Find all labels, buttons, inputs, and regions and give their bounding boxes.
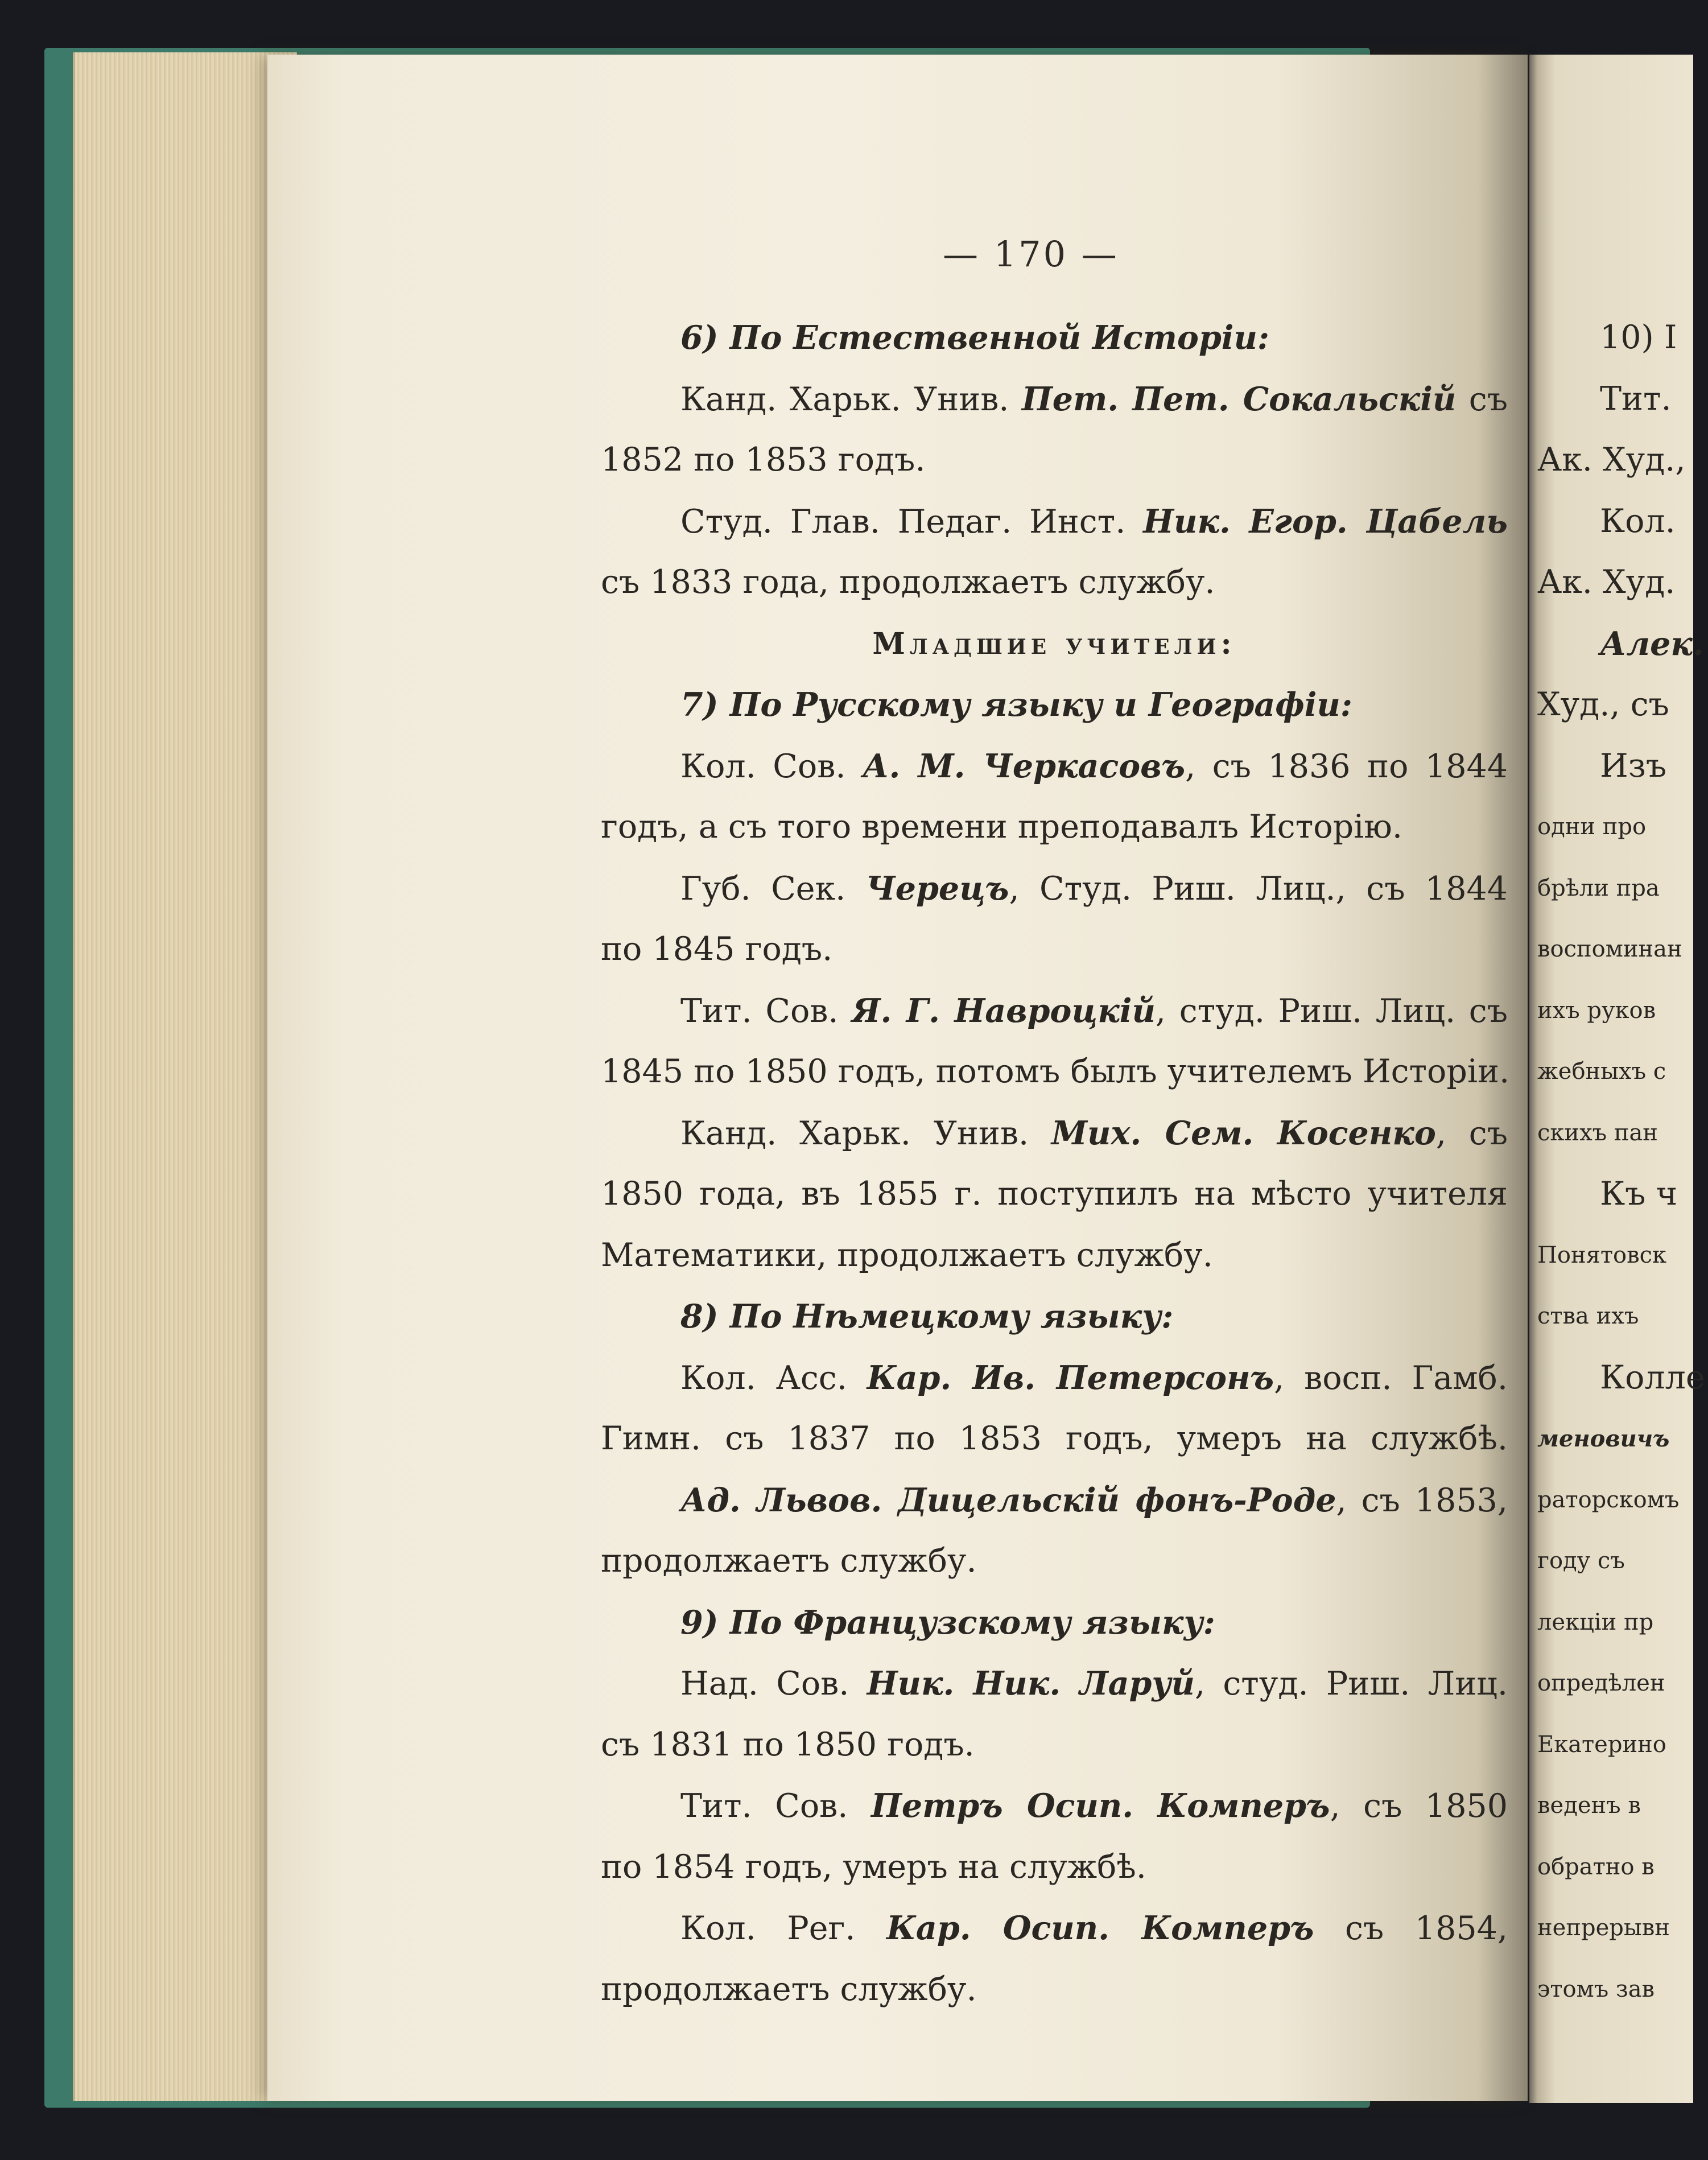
text-segment: 1845 по 1850 годъ, потомъ былъ учителемъ Исторіи. (601, 1053, 1510, 1090)
text-segment: Гимн. съ 1837 по 1853 годъ, умеръ на службѣ. (601, 1420, 1508, 1457)
right-page-line: году съ (1537, 1548, 1625, 1574)
right-page-line: Худ., съ (1537, 686, 1669, 723)
right-page-line: обратно в (1537, 1853, 1655, 1880)
text-segment: , студ. Риш. Лиц. съ (1155, 992, 1508, 1030)
text-segment: , съ 1836 по 1844 (1185, 747, 1508, 785)
right-page-line: опредѣлен (1537, 1670, 1665, 1696)
text-segment: продолжаетъ службу. (601, 1970, 977, 2008)
right-page-line: меновичъ (1537, 1425, 1670, 1452)
text-segment: 1850 года, въ 1855 г. поступилъ на мѣсто учителя (601, 1175, 1508, 1213)
right-page-line: лекціи пр (1537, 1609, 1654, 1635)
right-page-line: раторскомъ (1537, 1486, 1680, 1513)
text-segment: съ 1854, (1314, 1910, 1508, 1947)
page-number: — 170 — (943, 233, 1119, 275)
right-page-line: Екатерино (1537, 1731, 1666, 1758)
text-segment: Канд. Харьк. Унив. (680, 1114, 1051, 1152)
right-page-line: Кол. (1600, 502, 1676, 540)
text-line (601, 1286, 1508, 1347)
text-line (601, 613, 1508, 675)
text-segment: Тит. Сов. (680, 992, 852, 1030)
text-segment: , восп. Гамб. (1274, 1359, 1508, 1397)
text-line (601, 307, 1508, 369)
right-page-line: ства ихъ (1537, 1303, 1639, 1329)
text-line (601, 1531, 1508, 1592)
right-page-line: непрерывн (1537, 1915, 1670, 1941)
text-line (601, 797, 1508, 858)
text-line (601, 1653, 1508, 1714)
text-line (601, 1041, 1508, 1103)
italic-name: Ник. Ник. Ларуй (867, 1664, 1195, 1703)
text-line (601, 1959, 1508, 2021)
italic-name: Мих. Сем. Косенко (1051, 1114, 1436, 1152)
right-page-line: этомъ зав (1537, 1976, 1655, 2002)
right-page-line: Ак. Худ. (1537, 563, 1676, 601)
text-line (601, 1225, 1508, 1287)
text-segment: Над. Сов. (680, 1665, 867, 1703)
text-line (601, 1837, 1508, 1898)
right-page-line: Тит. (1600, 380, 1672, 418)
text-line (601, 736, 1508, 797)
right-page-line: Колле (1600, 1358, 1705, 1396)
right-page-line: воспоминан (1537, 936, 1682, 962)
text-segment: Кол. Рег. (680, 1910, 887, 1947)
right-page-line: ихъ руков (1537, 997, 1656, 1024)
text-line (601, 674, 1508, 736)
text-segment: годъ, а съ того времени преподавалъ Исторію. (601, 808, 1403, 846)
right-page-line: Алек. (1600, 624, 1704, 663)
text-line (601, 1714, 1508, 1776)
text-segment: по 1854 годъ, умеръ на службѣ. (601, 1848, 1146, 1886)
right-page-line: жебныхъ с (1537, 1058, 1666, 1085)
text-segment: Математики, продолжаетъ службу. (601, 1236, 1213, 1274)
text-segment: 1852 по 1853 годъ. (601, 441, 926, 479)
text-line (601, 430, 1508, 491)
text-segment: , съ 1850 (1330, 1787, 1508, 1825)
italic-name: Кар. Осип. Комперъ (886, 1909, 1314, 1947)
text-line (601, 1408, 1508, 1470)
text-segment: , съ 1853, (1336, 1481, 1508, 1519)
italic-name: Ад. Львов. Дицельскій фонъ-Роде (680, 1481, 1336, 1519)
italic-name: Пет. Пет. Сокальскій (1021, 380, 1457, 418)
text-line (601, 1164, 1508, 1225)
text-segment: съ (1456, 380, 1508, 418)
italic-name: 8) По Нѣмецкому языку: (680, 1297, 1174, 1335)
text-line (601, 919, 1508, 980)
text-line (601, 552, 1508, 613)
right-page-line: Къ ч (1600, 1175, 1678, 1213)
text-segment: съ 1833 года, продолжаетъ службу. (601, 563, 1215, 601)
right-page-line: веденъ в (1537, 1792, 1641, 1819)
italic-name: 6) По Естественной Исторіи: (680, 319, 1269, 357)
right-page-line: Понятовск (1537, 1242, 1666, 1268)
text-segment: Студ. Глав. Педаг. Инст. (680, 502, 1144, 541)
text-segment: Младшие учители: (872, 626, 1236, 661)
italic-name: Черецъ (865, 869, 1009, 908)
right-page-text (1537, 307, 1708, 2020)
italic-name: А. М. Черкасовъ (863, 747, 1186, 785)
right-page-line: брѣли пра (1537, 875, 1660, 901)
text-segment: Канд. Харьк. Унив. (680, 380, 1022, 418)
italic-name: 7) По Русскому языку и Географіи: (680, 686, 1352, 724)
right-page-line: 10) I (1600, 319, 1677, 356)
text-line (601, 1470, 1508, 1531)
right-page-line: Ак. Худ., (1537, 441, 1686, 479)
text-line (601, 1592, 1508, 1654)
text-segment: Тит. Сов. (680, 1787, 871, 1825)
page-text (601, 307, 1508, 2020)
text-line (601, 1103, 1508, 1164)
text-segment: Кол. Асс. (680, 1359, 867, 1397)
text-line (601, 980, 1508, 1042)
italic-name: Петръ Осип. Комперъ (870, 1787, 1330, 1825)
text-segment: Кол. Сов. (680, 747, 863, 785)
right-page-line: Изъ (1600, 747, 1667, 785)
italic-name: 9) По Французскому языку: (680, 1603, 1215, 1642)
right-page-line: одни про (1537, 814, 1647, 840)
text-line (601, 1347, 1508, 1409)
text-segment: Губ. Сек. (680, 869, 866, 908)
text-segment: , Студ. Риш. Лиц., съ 1844 (1009, 869, 1508, 908)
text-line (601, 491, 1508, 553)
text-line (601, 1775, 1508, 1837)
text-segment: съ 1831 по 1850 годъ. (601, 1725, 975, 1763)
text-line (601, 369, 1508, 430)
text-segment: продолжаетъ службу. (601, 1542, 977, 1580)
italic-name: Ник. Егор. Цабель (1143, 502, 1508, 541)
italic-name: Кар. Ив. Петерсонъ (867, 1358, 1274, 1397)
right-page-line: скихъ пан (1537, 1119, 1658, 1146)
italic-name: Я. Г. Навроцкій (852, 991, 1156, 1030)
text-segment: , студ. Риш. Лиц. (1194, 1665, 1508, 1703)
text-segment: по 1845 годъ. (601, 930, 833, 968)
text-line (601, 858, 1508, 920)
text-line (601, 1898, 1508, 1959)
page-edges (73, 52, 297, 2101)
text-segment: , съ (1435, 1114, 1508, 1152)
